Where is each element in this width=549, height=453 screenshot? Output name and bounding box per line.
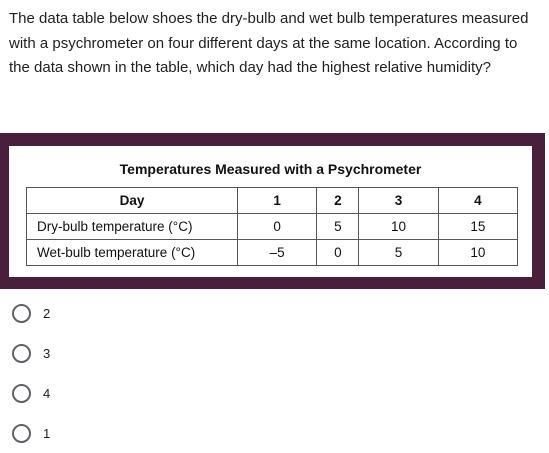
option-label: 2 bbox=[43, 305, 51, 321]
table-row-dry-bulb bbox=[27, 214, 518, 240]
option-1[interactable] bbox=[12, 422, 50, 444]
option-label: 3 bbox=[43, 345, 51, 361]
radio-button-icon[interactable] bbox=[12, 344, 31, 363]
radio-button-icon[interactable] bbox=[12, 384, 31, 403]
header-cell-1: 1 bbox=[238, 188, 317, 214]
table-cell: 5 bbox=[317, 214, 359, 240]
row-label-dry-bulb: Dry-bulb temperature (°C) bbox=[27, 214, 238, 240]
table-cell: –5 bbox=[238, 240, 317, 266]
table-cell: 10 bbox=[359, 214, 438, 240]
table-header-row bbox=[27, 188, 518, 214]
table-cell: 5 bbox=[359, 240, 438, 266]
table-title: Temperatures Measured with a Psychrometer bbox=[119, 161, 422, 177]
option-4[interactable] bbox=[12, 382, 50, 404]
header-cell-3: 3 bbox=[359, 188, 438, 214]
table-cell: 0 bbox=[238, 214, 317, 240]
table-cell: 0 bbox=[317, 240, 359, 266]
table-figure-inner bbox=[9, 146, 532, 277]
option-2[interactable] bbox=[12, 302, 50, 324]
table-row-wet-bulb bbox=[27, 240, 518, 266]
row-label-wet-bulb: Wet-bulb temperature (°C) bbox=[27, 240, 238, 266]
header-cell-2: 2 bbox=[317, 188, 359, 214]
option-label: 1 bbox=[43, 425, 51, 441]
option-3[interactable] bbox=[12, 342, 50, 364]
psychrometer-table bbox=[26, 187, 518, 266]
table-figure bbox=[0, 133, 545, 289]
table-cell: 15 bbox=[438, 214, 517, 240]
header-cell-4: 4 bbox=[438, 188, 517, 214]
question-text: The data table below shoes the dry-bulb and wet bulb temperatures measured with a psychrometer on four different days at the same location. According to the data shown in the table, which day had the highest relative humidity? bbox=[9, 10, 529, 76]
option-label: 4 bbox=[43, 385, 51, 401]
table-cell: 10 bbox=[438, 240, 517, 266]
radio-button-icon[interactable] bbox=[12, 304, 31, 323]
radio-button-icon[interactable] bbox=[12, 424, 31, 443]
header-cell-day: Day bbox=[27, 188, 238, 214]
